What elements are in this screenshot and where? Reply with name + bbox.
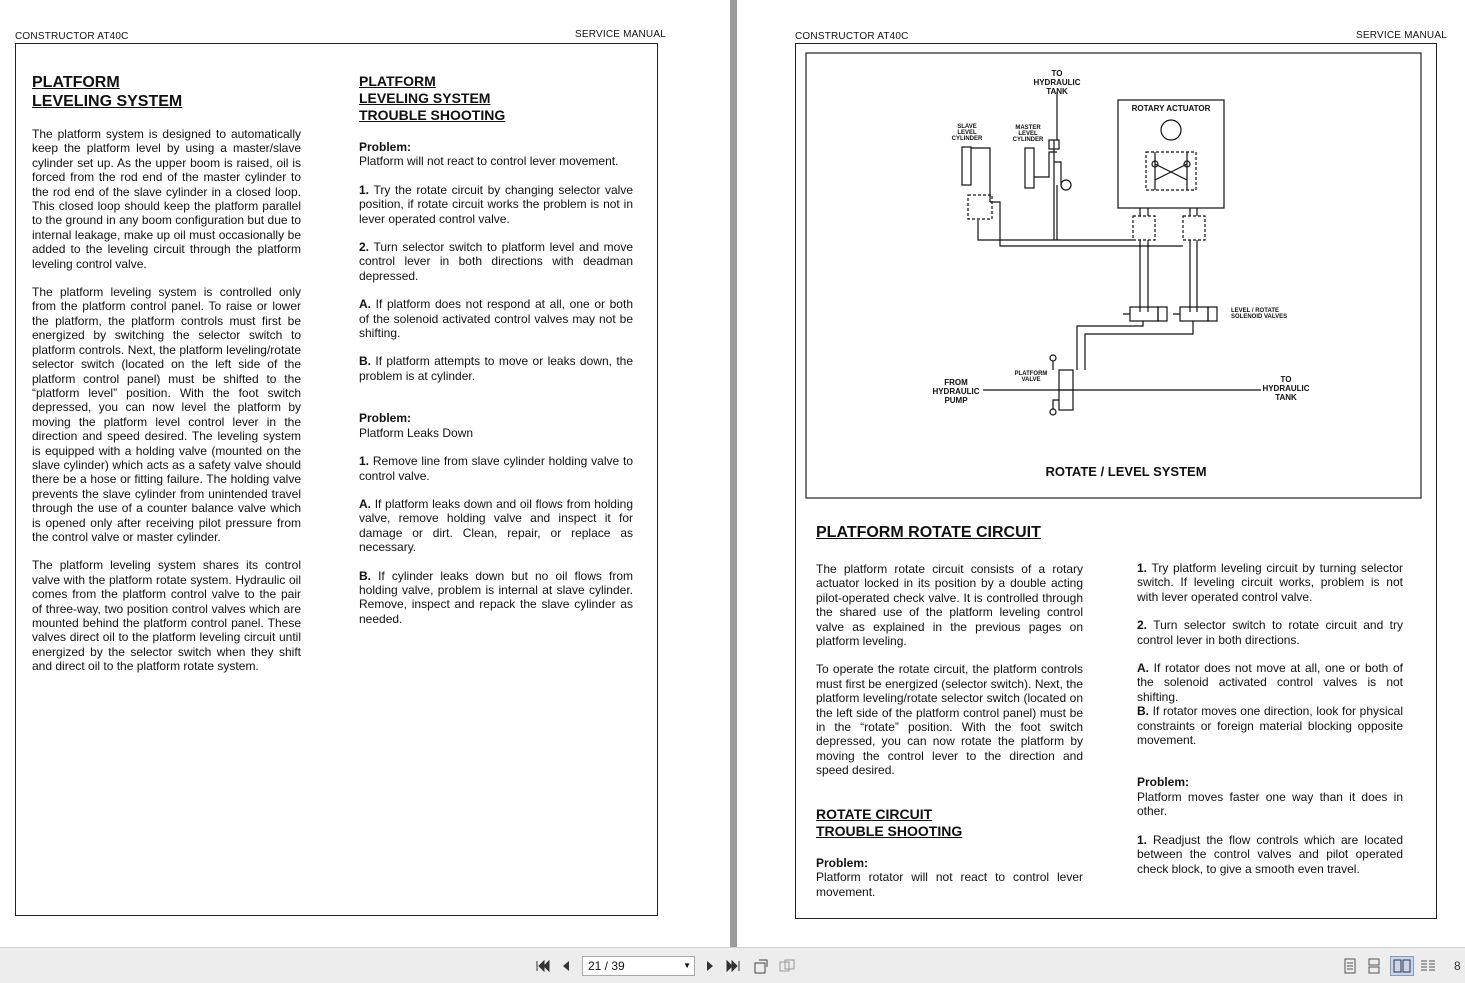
page-number-select[interactable]: 21 / 39 ▼ (582, 956, 695, 976)
svg-text:HYDRAULIC: HYDRAULIC (1262, 384, 1310, 393)
paragraph: The platform system is designed to automatically keep the platform level by using a master/slave cylinder set up. As the upper boom is raised, oil is forced from the rod end of the master cylinder to the rod end of the slave cylinder in a closed loop. This closed loop should keep the platform parallel to the ground in any boom configuration but due to internal leakage, make up oil must occasionally be added to the leveling circuit through the platform leveling control valve. (32, 127, 301, 271)
right-col1 (816, 523, 1083, 913)
right-col2 (1137, 561, 1403, 890)
prev-page-icon[interactable] (559, 956, 573, 976)
left-col1 (32, 73, 301, 688)
step: 2. Turn selector switch to platform level and move control lever in both directions with deadman depressed. (359, 240, 633, 283)
label-tank-right: TO (1280, 375, 1292, 384)
two-page-continuous-icon[interactable] (1418, 956, 1438, 976)
label-solenoid-valves: LEVEL / ROTATE (1231, 308, 1280, 314)
hydraulic-diagram (805, 52, 1423, 500)
step: A. If platform leaks down and oil flows from holding valve, remove holding valve and inspect it for damage or dirt. Clean, repair, or replace as necessary. (359, 496, 633, 555)
label-rotary-actuator: ROTARY ACTUATOR (1131, 104, 1211, 113)
label-tank-top: TO (1051, 69, 1063, 78)
svg-text:TANK: TANK (1046, 87, 1068, 96)
step: 1. Readjust the flow controls which are located between the control valves and pilot operated check block, to give a smooth even travel. (1137, 832, 1403, 876)
left-page (0, 0, 730, 947)
label-from-pump: FROM (944, 378, 968, 387)
paragraph: To operate the rotate circuit, the platform controls must first be energized (selector switch). Next, the platform leveling/rotate selector switch (located on the left side of the platform control panel) must be in the “rotate” position. With the foot switch depressed, you can now rotate the platform by moving the control lever to the direction and speed desired. (816, 662, 1083, 778)
label-slave-cylinder: SLAVE (957, 124, 977, 130)
last-page-icon[interactable] (725, 956, 741, 976)
two-page-icon[interactable] (1390, 956, 1414, 976)
header-right: SERVICE MANUAL (575, 29, 666, 40)
paragraph: The platform rotate circuit consists of a rotary actuator locked in its position by a double acting pilot-operated check valve. It is controlled through the shared use of the platform leveling control valve as explained in the previous pages on platform leveling. (816, 562, 1083, 649)
problem-block: Problem: Platform moves faster one way than it does in other. (1137, 775, 1403, 819)
step: 1. Try the rotate circuit by changing selector valve position, if rotate circuit works the problem is not in lever operated control valve. (359, 182, 633, 226)
step: B. If cylinder leaks down but no oil flows from holding valve, problem is internal at slave cylinder. Remove, inspect and repack the slave cylinder as needed. (359, 568, 633, 626)
svg-text:HYDRAULIC: HYDRAULIC (932, 387, 980, 396)
fit-icon[interactable] (778, 956, 796, 976)
paragraph: The platform leveling system is controlled only from the platform control panel. To raise or lower the platform, the platform controls must first be energized by switching the selector switch to platform controls. Next, the platform leveling/rotate selector switch (located on the left side of the platform control panel) must be shifted to the “platform level” position. With the foot switch depressed, you can now level the platform by moving the platform level control lever in the direction and speed desired. The leveling system is equipped with a holding valve (mounted on the slave cylinder) which acts as a safety valve should there be a hose or fitting failure. The holding valve prevents the slave cylinder from unintended travel through the use of a counter balance valve which is opened only after receiving pilot pressure from the control valve or master cylinder. (32, 285, 301, 544)
zoom-value[interactable]: 8 (1454, 959, 1461, 973)
section-title: ROTATE CIRCUIT TROUBLE SHOOTING (816, 805, 963, 839)
chevron-down-icon: ▼ (683, 961, 691, 970)
label-master-cylinder: MASTER (1015, 125, 1041, 131)
rotate-icon[interactable] (752, 956, 770, 976)
step: A. If platform does not respond at all, one or both of the solenoid activated control valves may not be shifting. (359, 297, 633, 341)
section-title: PLATFORM LEVELING SYSTEM TROUBLE SHOOTING (359, 73, 506, 123)
svg-text:LEVEL: LEVEL (957, 130, 977, 136)
problem-block: Problem: Platform will not react to control lever movement. (359, 140, 619, 169)
label-platform-valve: PLATFORM (1014, 371, 1048, 377)
step: B. If rotator moves one direction, look for physical constraints or foreign material blocking opposite movement. (1137, 704, 1403, 748)
svg-text:SOLENOID VALVES: SOLENOID VALVES (1231, 314, 1288, 320)
single-page-icon[interactable] (1342, 956, 1358, 976)
svg-text:HYDRAULIC: HYDRAULIC (1033, 78, 1081, 87)
paragraph: The platform leveling system shares its control valve with the platform rotate system. Hydraulic oil comes from the platform control valve to the pair of three-way, two position control valves which are mounted behind the platform control panel. These valves direct oil to the platform leveling circuit until energized by the selector switch when they shift and direct oil to the platform rotate system. (32, 558, 301, 674)
step: 2. Turn selector switch to rotate circuit and try control lever in both directions. (1137, 618, 1403, 647)
section-title: PLATFORM LEVELING SYSTEM (32, 74, 183, 110)
viewer-toolbar (0, 947, 1465, 983)
problem-block: Problem: Platform rotator will not react to control lever movement. (816, 855, 1083, 899)
header-left: CONSTRUCTOR AT40C (795, 31, 909, 42)
svg-text:CYLINDER: CYLINDER (951, 136, 983, 142)
step: A. If rotator does not move at all, one or both of the solenoid activated control valves is not shifting. (1137, 661, 1403, 704)
svg-text:TANK: TANK (1275, 393, 1297, 402)
header-right: SERVICE MANUAL (1356, 30, 1447, 41)
continuous-icon[interactable] (1366, 956, 1382, 976)
svg-text:VALVE: VALVE (1021, 377, 1041, 383)
step: 1. Remove line from slave cylinder holding valve to control valve. (359, 454, 633, 483)
step: B. If platform attempts to move or leaks down, the problem is at cylinder. (359, 354, 633, 383)
svg-text:LEVEL: LEVEL (1018, 131, 1038, 137)
left-col2 (359, 73, 633, 640)
next-page-icon[interactable] (703, 956, 717, 976)
header-left: CONSTRUCTOR AT40C (15, 31, 129, 42)
right-page (737, 0, 1465, 947)
problem-block: Problem: Platform Leaks Down (359, 411, 474, 440)
first-page-icon[interactable] (535, 956, 551, 976)
section-title: PLATFORM ROTATE CIRCUIT (816, 524, 1041, 541)
diagram-caption: ROTATE / LEVEL SYSTEM (1045, 464, 1207, 479)
svg-text:PUMP: PUMP (944, 396, 968, 405)
svg-text:CYLINDER: CYLINDER (1012, 137, 1044, 143)
step: 1. Try platform leveling circuit by turning selector switch. If leveling circuit works, problem is not with lever operated control valve. (1137, 561, 1403, 604)
